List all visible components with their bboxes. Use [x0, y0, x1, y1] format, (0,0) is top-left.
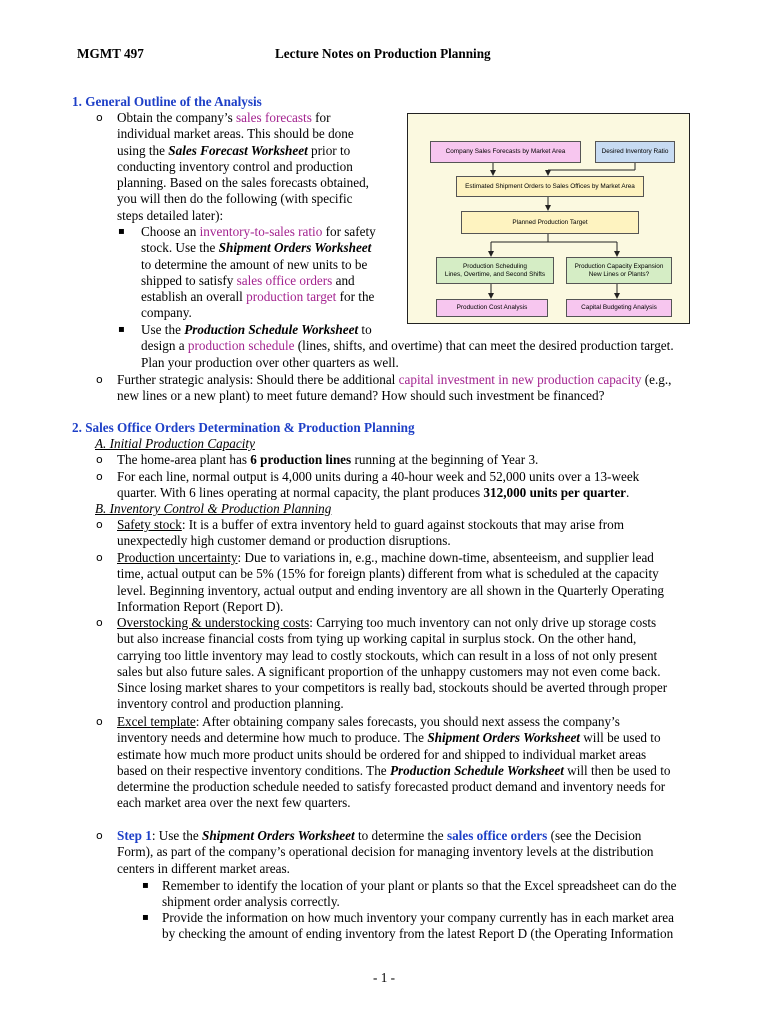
production-uncertainty-item — [96, 550, 727, 615]
box-line: Production Capacity Expansion — [574, 262, 664, 270]
line: shipped to satisfy sales office orders and — [141, 272, 355, 288]
line: Choose an inventory-to-sales ratio for safety — [141, 224, 376, 239]
section-1-outline — [96, 110, 407, 224]
line: shipment order analysis correctly. — [162, 894, 340, 910]
line: Step 1: Use the Shipment Orders Worksheet to determine the sales office orders (see the Decision — [117, 828, 642, 843]
line: based on their respective inventory conditions. The Production Schedule Worksheet will then be used to — [117, 762, 671, 778]
production-planning-flowchart — [407, 113, 690, 324]
page-title: Lecture Notes on Production Planning — [275, 46, 491, 61]
line: determine the production schedule needed to satisfy forecasted product demand and inventory needs for — [117, 779, 666, 795]
section-1-heading: 1. General Outline of the Analysis — [72, 94, 262, 109]
line: you will then do the following (with specific — [117, 191, 353, 207]
line: centers in different market areas. — [117, 860, 290, 876]
circle-bullet-icon: o — [96, 373, 103, 386]
line: Use the Production Schedule Worksheet to — [141, 322, 372, 337]
line: Information Report (Report D). — [117, 598, 284, 614]
box-sales-forecasts: Company Sales Forecasts by Market Area — [430, 141, 581, 163]
bullet-inventory-ratio — [118, 224, 401, 322]
line: stock. Use the Shipment Orders Worksheet — [141, 240, 372, 256]
section-2-heading: 2. Sales Office Orders Determination & Production Planning — [72, 420, 415, 435]
square-bullet-icon: ▪ — [142, 912, 149, 923]
line: estimate how much more product units should be ordered for and shipped to individual market areas — [117, 746, 647, 762]
line: Production uncertainty: Due to variations in, e.g., machine down-time, absenteeism, and supplier lead — [117, 550, 654, 565]
safety-stock-item — [96, 517, 727, 550]
line: Plan your production over other quarters as well. — [141, 354, 399, 370]
line: company. — [141, 305, 192, 321]
line: carrying too little inventory may lead to costly stockouts, which can result in a loss of not only present — [117, 647, 658, 663]
line: Since losing market shares to your competitors is really bad, stockouts should be averted through proper — [117, 680, 668, 696]
line: each market area over the next few quarters. — [117, 795, 351, 811]
box-production-scheduling — [436, 257, 554, 284]
box-production-target: Planned Production Target — [461, 211, 639, 234]
line: planning. Based on the sales forecasts obtained, — [117, 175, 369, 191]
box-capacity-expansion — [566, 257, 672, 284]
circle-bullet-icon: o — [96, 453, 103, 466]
line: level. Beginning inventory, actual output and ending inventory are all shown in the Quarterly Operating — [117, 582, 665, 598]
line: Overstocking & understocking costs: Carrying too much inventory can not only drive up storage costs — [117, 615, 657, 630]
line: Remember to identify the location of your plant or plants so that the Excel spreadsheet can do the — [162, 878, 677, 893]
line: using the Sales Forecast Worksheet prior to — [117, 142, 351, 158]
square-bullet-icon: ▪ — [142, 880, 149, 891]
capacity-item-1 — [96, 452, 727, 468]
line: The home-area plant has 6 production lines running at the beginning of Year 3. — [117, 452, 539, 467]
box-line: Production Scheduling — [463, 262, 527, 270]
square-bullet-icon: ▪ — [118, 324, 125, 335]
box-capital-budgeting: Capital Budgeting Analysis — [566, 299, 672, 317]
step-1-bullet-1 — [142, 878, 722, 911]
box-line: New Lines or Plants? — [588, 270, 650, 278]
box-line: Lines, Overtime, and Second Shifts — [444, 270, 546, 278]
square-bullet-icon: ▪ — [118, 226, 125, 237]
line: unexpectedly high customer demand or production disruptions. — [117, 533, 451, 549]
further-analysis — [96, 372, 727, 405]
line: individual market areas. This should be done — [117, 126, 354, 142]
bullet-production-schedule — [118, 322, 721, 371]
line: by checking the amount of ending inventory from the latest Report D (the Operating Information — [162, 926, 674, 942]
overstocking-item — [96, 615, 727, 713]
outline-item — [96, 110, 407, 224]
circle-bullet-icon: o — [96, 616, 103, 629]
line: quarter. With 6 lines operating at normal capacity, the plant produces 312,000 units per quarter. — [117, 485, 630, 501]
circle-bullet-icon: o — [96, 518, 103, 531]
line: establish an overall production target for the — [141, 289, 375, 305]
circle-bullet-icon: o — [96, 715, 103, 728]
line: For each line, normal output is 4,000 units during a 40-hour week and 52,000 units over a 13-week — [117, 469, 640, 484]
line: Safety stock: It is a buffer of extra inventory held to guard against stockouts that may arise from — [117, 517, 624, 532]
line: but also increase financial costs from tying up working capital in surplus stock. On the other hand, — [117, 631, 637, 647]
line: sales but also future sales. A significant proportion of the unhappy customers may not even come back. — [117, 663, 661, 679]
line: conducting inventory control and production — [117, 158, 353, 174]
step-1-bullet-2 — [142, 910, 722, 943]
subheading-a: A. Initial Production Capacity — [95, 436, 255, 451]
circle-bullet-icon: o — [96, 111, 103, 124]
circle-bullet-icon: o — [96, 470, 103, 483]
line: Form), as part of the company’s operational decision for managing inventory levels at the distribution — [117, 844, 654, 860]
circle-bullet-icon: o — [96, 829, 103, 842]
line: Excel template: After obtaining company sales forecasts, you should next assess the company’s — [117, 714, 620, 729]
line: steps detailed later): — [117, 207, 224, 223]
page-number: - 1 - — [373, 970, 395, 985]
line: inventory control and production planning. — [117, 696, 344, 712]
circle-bullet-icon: o — [96, 551, 103, 564]
box-cost-analysis: Production Cost Analysis — [436, 299, 548, 317]
box-shipment-orders: Estimated Shipment Orders to Sales Offices by Market Area — [456, 176, 644, 197]
course-code: MGMT 497 — [77, 46, 144, 61]
line: inventory needs and determine how much to produce. The Shipment Orders Worksheet will be used to — [117, 730, 661, 746]
line: Obtain the company’s sales forecasts for — [117, 110, 331, 125]
line: Further strategic analysis: Should there be additional capital investment in new production capacity (e.g., — [117, 372, 672, 387]
box-inventory-ratio: Desired Inventory Ratio — [595, 141, 675, 163]
subheading-b: B. Inventory Control & Production Planning — [95, 501, 332, 516]
excel-template-item — [96, 714, 727, 812]
line: time, actual output can be 5% (15% for foreign plants) different from what is scheduled at the capacity — [117, 566, 659, 582]
step-1-item — [96, 828, 727, 877]
line: design a production schedule (lines, shifts, and overtime) that can meet the desired production target. — [141, 338, 674, 354]
capacity-item-2 — [96, 469, 727, 502]
line: to determine the amount of new units to be — [141, 256, 368, 272]
line: Provide the information on how much inventory your company currently has in each market area — [162, 910, 674, 925]
line: new lines or a new plant) to meet future demand? How should such investment be financed? — [117, 388, 605, 404]
